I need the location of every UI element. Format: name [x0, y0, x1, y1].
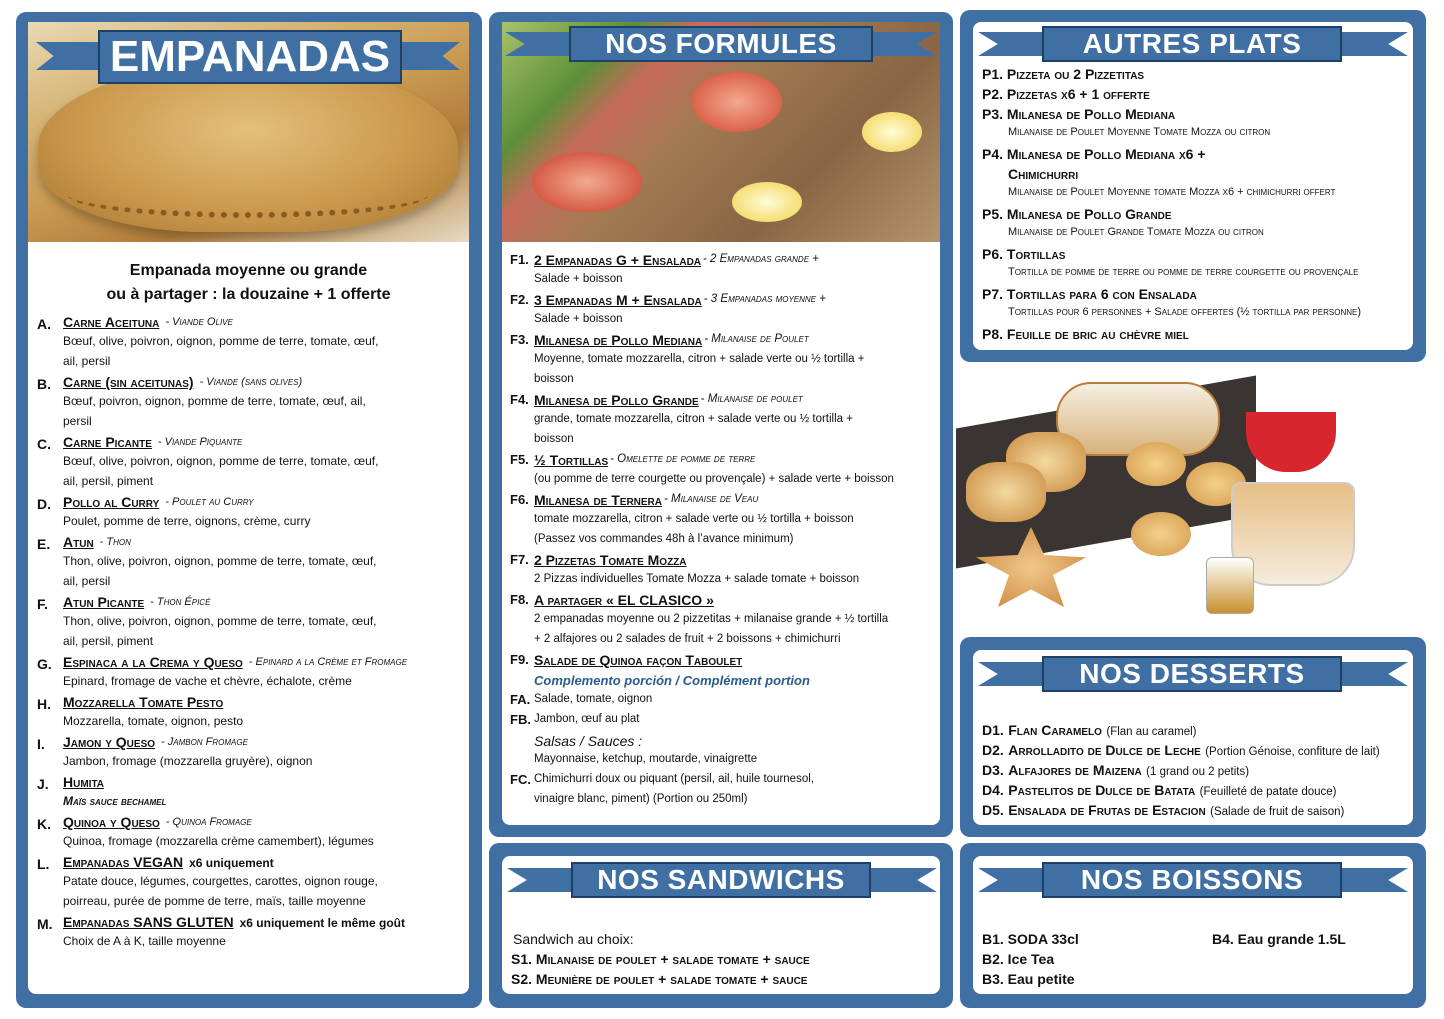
desserts-title: NOS DESSERTS [1042, 656, 1342, 692]
formule-detail: (Passez vos commandes 48h à l’avance minimum) [534, 533, 794, 545]
formule-detail: Salade, tomate, oignon [534, 693, 653, 705]
formule-name: 2 Empanadas G + Ensalada [534, 252, 702, 268]
empanada-name: Carne Aceituna [63, 314, 160, 330]
formule-detail: - 2 Empanadas grande + [703, 253, 819, 265]
dessert-item [982, 802, 1344, 820]
formule-name: Salade de Quinoa façon Taboulet [534, 652, 743, 668]
autres-line: Milanaise de Poulet Moyenne Tomate Mozza ou citron [1008, 126, 1271, 138]
boissons-title: NOS BOISSONS [1042, 862, 1342, 898]
empanada-letter: L. [37, 856, 50, 872]
formule-detail: Complemento porción / Complément portion [534, 673, 810, 688]
empanada-name: Quinoa y Queso [63, 814, 160, 830]
alfajor-1 [1126, 442, 1186, 486]
autres-line: P1. Pizzeta ou 2 Pizzetitas [982, 66, 1145, 82]
empanada-subtitle: - Epinard a la Crème et Fromage [248, 656, 408, 668]
red-cup [1246, 412, 1336, 472]
sandwich-item-s1: S1. Milanaise de poulet + salade tomate + sauce [511, 951, 810, 967]
desserts-photo [956, 362, 1426, 640]
formule-name: ½ Tortillas [534, 452, 609, 468]
autres-title: AUTRES PLATS [1042, 26, 1342, 62]
empanada-letter: C. [37, 436, 51, 452]
dessert-note: (Feuilleté de patate douce) [1199, 786, 1337, 798]
autres-banner [978, 26, 1408, 62]
autres-line: Chimichurri [1008, 166, 1079, 182]
autres-line: P3. Milanesa de Pollo Mediana [982, 106, 1176, 122]
empanada-description: Bœuf, olive, poivron, oignon, pomme de terre, tomate, œuf, [63, 454, 379, 468]
dessert-code: D5. [982, 802, 1004, 818]
alfajor-3 [1131, 512, 1191, 556]
empanada-letter: J. [37, 776, 49, 792]
formule-code: F5. [510, 452, 529, 467]
autres-line: P4. Milanesa de Pollo Mediana x6 + [982, 146, 1206, 162]
formule-code: F3. [510, 332, 529, 347]
dessert-note: (1 grand ou 2 petits) [1146, 766, 1250, 778]
dessert-name: Flan Caramelo [1008, 722, 1102, 738]
sandwichs-title: NOS SANDWICHS [571, 862, 871, 898]
dessert-name: Alfajores de Maizena [1008, 762, 1142, 778]
formule-detail: Jambon, œuf au plat [534, 713, 640, 725]
empanadas-intro-2: ou à partager : la douzaine + 1 offerte [106, 286, 391, 303]
dessert-name: Arrolladito de Dulce de Leche [1008, 742, 1201, 758]
formule-detail: (ou pomme de terre courgette ou provençale) + salade verte + boisson [534, 473, 894, 485]
boissons-banner [978, 862, 1408, 898]
formule-code: F8. [510, 592, 529, 607]
formule-detail: tomate mozzarella, citron + salade verte ou ½ tortilla + boisson [534, 513, 854, 525]
empanada-description: ail, persil, piment [63, 474, 154, 488]
formule-detail: Salade + boisson [534, 273, 623, 285]
empanada-description: ail, persil, piment [63, 634, 154, 648]
empanada-description: Epinard, fromage de vache et chèvre, échalote, crème [63, 674, 352, 688]
sandwichs-intro: Sandwich au choix: [513, 931, 634, 947]
autres-line: Milanaise de Poulet Grande Tomate Mozza ou citron [1008, 226, 1264, 238]
empanada-subtitle: - Thon [99, 536, 131, 548]
cake-slice-2 [966, 462, 1046, 522]
empanada-description: persil [63, 414, 92, 428]
sandwichs-banner [507, 862, 937, 898]
dessert-code: D2. [982, 742, 1004, 758]
boisson-b3: B3. Eau petite [982, 971, 1075, 987]
empanada-letter: G. [37, 656, 52, 672]
autres-line: P7. Tortillas para 6 con Ensalada [982, 286, 1197, 302]
formule-detail: vinaigre blanc, piment) (Portion ou 250ml) [534, 793, 748, 805]
empanada-name: Pollo al Curry [63, 494, 160, 510]
dessert-note: (Flan au caramel) [1106, 726, 1197, 738]
dessert-code: D1. [982, 722, 1004, 738]
formule-detail: Salsas / Sauces : [534, 733, 643, 749]
empanada-subtitle: - Quinoa Fromage [165, 816, 252, 828]
empanada-letter: A. [37, 316, 51, 332]
small-glass [1206, 557, 1254, 614]
formule-name: 3 Empanadas M + Ensalada [534, 292, 702, 308]
formule-detail: boisson [534, 373, 574, 385]
formule-detail: Chimichurri doux ou piquant (persil, ail, huile tournesol, [534, 773, 814, 785]
empanada-description: Maïs sauce bechamel [63, 794, 167, 808]
lemon-slice-2 [732, 182, 802, 222]
empanada-subtitle: - Viande (sans olives) [199, 376, 303, 388]
empanada-name: Atun Picante [63, 594, 145, 610]
formule-detail: Moyenne, tomate mozzarella, citron + salade verte ou ½ tortilla + [534, 353, 865, 365]
dessert-note: (Salade de fruit de saison) [1210, 806, 1345, 818]
lemon-slice-1 [862, 112, 922, 152]
empanada-name: Empanadas VEGAN [63, 854, 184, 870]
empanada-name: Carne (sin aceitunas) [63, 374, 194, 390]
dessert-item [982, 762, 1249, 780]
autres-line: Tortilla de pomme de terre ou pomme de terre courgette ou provençale [1008, 266, 1359, 278]
autres-line: Milanaise de Poulet Moyenne tomate Mozza x6 + chimichurri offert [1008, 186, 1336, 198]
tomato-slice-1 [692, 72, 782, 132]
formule-detail: + 2 alfajores ou 2 salades de fruit + 2 boissons + chimichurri [534, 633, 841, 645]
sandwich-item-s2: S2. Meunière de poulet + salade tomate + sauce [511, 971, 808, 987]
empanada-letter: M. [37, 916, 53, 932]
formules-title: NOS FORMULES [569, 26, 873, 62]
autres-line: P8. Feuille de bric au chèvre miel [982, 326, 1189, 342]
autres-line: P6. Tortillas [982, 246, 1066, 262]
formule-detail: grande, tomate mozzarella, citron + salade verte ou ½ tortilla + [534, 413, 853, 425]
empanada-subtitle: - Poulet au Curry [165, 496, 254, 508]
formule-code: FB. [510, 712, 531, 727]
formule-code: F9. [510, 652, 529, 667]
formule-code: F1. [510, 252, 529, 267]
empanada-subtitle: - Jambon Fromage [161, 736, 248, 748]
desserts-banner [978, 656, 1408, 692]
formule-code: F6. [510, 492, 529, 507]
formules-banner [505, 26, 937, 62]
formule-detail: - Milanaise de poulet [700, 393, 803, 405]
empanada-letter: D. [37, 496, 51, 512]
formule-detail: - Milanaise de Veau [664, 493, 759, 505]
formule-name: Milanesa de Pollo Mediana [534, 332, 703, 348]
formule-detail: 2 empanadas moyenne ou 2 pizzetitas + milanaise grande + ½ tortilla [534, 613, 889, 625]
empanada-description: poirreau, purée de pomme de terre, maïs, taille moyenne [63, 894, 366, 908]
formule-name: 2 Pizzetas Tomate Mozza [534, 552, 687, 568]
formule-detail: Salade + boisson [534, 313, 623, 325]
boisson-b4: B4. Eau grande 1.5L [1212, 931, 1346, 947]
empanada-description: Jambon, fromage (mozzarella gruyère), oignon [63, 754, 313, 768]
empanada-name: Empanadas SANS GLUTEN [63, 914, 234, 930]
empanada-subtitle: - Thon Épicé [150, 596, 211, 608]
autres-line: P5. Milanesa de Pollo Grande [982, 206, 1172, 222]
autres-line: Tortillas pour 6 personnes + Salade offertes (½ tortilla par personne) [1008, 306, 1361, 318]
formule-name: Milanesa de Ternera [534, 492, 663, 508]
empanada-description: Bœuf, olive, poivron, oignon, pomme de terre, tomate, œuf, [63, 334, 379, 348]
boisson-b2: B2. Ice Tea [982, 951, 1055, 967]
empanada-name: Carne Picante [63, 434, 152, 450]
dessert-item [982, 742, 1380, 760]
empanada-description: Thon, olive, poivron, oignon, pomme de terre, tomate, œuf, [63, 554, 377, 568]
formule-code: FC. [510, 772, 531, 787]
dessert-note: (Portion Génoise, confiture de lait) [1205, 746, 1380, 758]
dessert-name: Pastelitos de Dulce de Batata [1008, 782, 1196, 798]
formule-detail: boisson [534, 433, 574, 445]
empanada-name: Jamon y Queso [63, 734, 156, 750]
empanada-name: Espinaca a la Crema y Queso [63, 654, 243, 670]
empanada-letter: F. [37, 596, 48, 612]
empanada-description: Poulet, pomme de terre, oignons, crème, curry [63, 514, 311, 528]
formule-detail: - Omelette de pomme de terre [610, 453, 756, 465]
empanada-crimp [68, 172, 428, 218]
formule-name: Milanesa de Pollo Grande [534, 392, 699, 408]
formule-name: A partager « EL CLASICO » [534, 592, 714, 608]
empanada-description: Bœuf, poivron, oignon, pomme de terre, tomate, œuf, ail, [63, 394, 366, 408]
boisson-b1: B1. SODA 33cl [982, 931, 1079, 947]
empanada-letter: K. [37, 816, 51, 832]
empanada-letter: B. [37, 376, 51, 392]
empanada-letter: E. [37, 536, 51, 552]
autres-line: P2. Pizzetas x6 + 1 offerte [982, 86, 1150, 102]
formule-detail: - 3 Empanadas moyenne + [703, 293, 826, 305]
empanada-subtitle: - Viande Piquante [157, 436, 243, 448]
empanada-name: Atun [63, 534, 94, 550]
empanada-description: Mozzarella, tomate, oignon, pesto [63, 714, 244, 728]
formule-detail: - Milanaise de Poulet [704, 333, 809, 345]
tomato-slice-2 [532, 152, 642, 212]
empanada-description: ail, persil [63, 574, 111, 588]
empanada-letter: H. [37, 696, 51, 712]
formule-code: F2. [510, 292, 529, 307]
empanada-subtitle: x6 uniquement [189, 856, 274, 870]
empanada-description: Patate douce, légumes, courgettes, carottes, oignon rouge, [63, 874, 378, 888]
dessert-code: D3. [982, 762, 1004, 778]
empanada-letter: I. [37, 736, 45, 752]
empanada-subtitle: x6 uniquement le même goût [239, 916, 405, 930]
formule-detail: Mayonnaise, ketchup, moutarde, vinaigrette [534, 753, 758, 765]
empanada-description: Thon, olive, poivron, oignon, pomme de terre, tomate, œuf, [63, 614, 377, 628]
empanadas-intro-1: Empanada moyenne ou grande [129, 262, 368, 279]
empanada-description: Choix de A à K, taille moyenne [63, 934, 226, 948]
dessert-name: Ensalada de Frutas de Estacion [1008, 802, 1206, 818]
formule-code: F7. [510, 552, 529, 567]
empanadas-title: EMPANADAS [98, 30, 402, 84]
dessert-code: D4. [982, 782, 1004, 798]
formule-code: F4. [510, 392, 529, 407]
empanada-name: Humita [63, 774, 105, 790]
formule-code: FA. [510, 692, 531, 707]
empanada-name: Mozzarella Tomate Pesto [63, 694, 224, 710]
dessert-item [982, 782, 1336, 800]
dessert-item [982, 722, 1196, 740]
empanada-description: Quinoa, fromage (mozzarella crème camembert), légumes [63, 834, 374, 848]
empanada-subtitle: - Viande Olive [165, 316, 233, 328]
empanada-description: ail, persil [63, 354, 111, 368]
formule-detail: 2 Pizzas individuelles Tomate Mozza + salade tomate + boisson [534, 573, 860, 585]
empanadas-banner [36, 28, 460, 88]
